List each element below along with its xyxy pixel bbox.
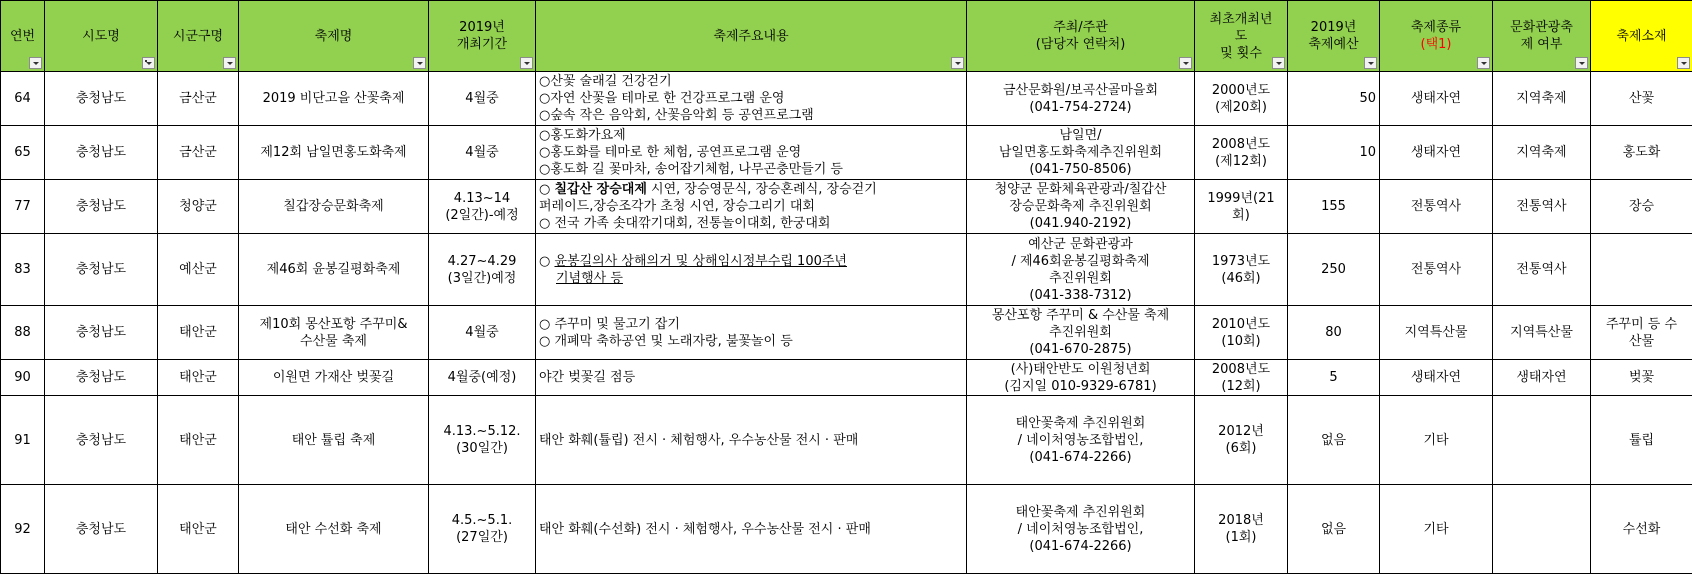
cell-content[interactable]: ○ 주꾸미 및 물고기 잡기 ○ 개폐막 축하공연 및 노래자랑, 불꽃놀이 등 xyxy=(536,306,967,360)
cell-type[interactable]: 지역특산물 xyxy=(1380,306,1493,360)
cell-name[interactable]: 제46회 윤봉길평화축제 xyxy=(239,234,429,306)
cell-sigungu[interactable]: 태안군 xyxy=(158,485,239,574)
cell-type[interactable]: 기타 xyxy=(1380,396,1493,485)
header-first-held[interactable]: 최초개최년 도 및 횟수 xyxy=(1195,1,1288,72)
cell-subject[interactable]: 벚꽃 xyxy=(1591,360,1692,396)
cell-budget[interactable]: 155 xyxy=(1288,180,1380,234)
cell-subject[interactable]: 홍도화 xyxy=(1591,126,1692,180)
cell-content[interactable]: ○산꽃 술래길 건강걷기 ○자연 산꽃을 테마로 한 건강프로그램 운영 ○숲속 작은 음악회, 산꽃음악회 등 공연프로그램 xyxy=(536,72,967,126)
header-host[interactable]: 주최/주관 (담당자 연락처) xyxy=(967,1,1195,72)
cell-first-held[interactable]: 1973년도 (46회) xyxy=(1195,234,1288,306)
cell-host[interactable]: (사)태안반도 이원청년회 (김지일 010-9329-6781) xyxy=(967,360,1195,396)
cell-subject[interactable]: 장승 xyxy=(1591,180,1692,234)
table-row[interactable] xyxy=(1,180,1692,234)
cell-sido[interactable]: 충청남도 xyxy=(45,306,158,360)
cell-sido[interactable]: 충청남도 xyxy=(45,396,158,485)
cell-sigungu[interactable]: 태안군 xyxy=(158,396,239,485)
header-content[interactable]: 축제주요내용 xyxy=(536,1,967,72)
cell-no[interactable]: 91 xyxy=(1,396,45,485)
cell-host[interactable]: 청양군 문화체육관광과/칠갑산 장승문화축제 추진위원회 (041.940-2192) xyxy=(967,180,1195,234)
cell-sigungu[interactable]: 태안군 xyxy=(158,360,239,396)
cell-sido[interactable]: 충청남도 xyxy=(45,72,158,126)
cell-period[interactable]: 4월중 xyxy=(429,306,536,360)
cell-subject[interactable]: 튤립 xyxy=(1591,396,1692,485)
cell-period[interactable]: 4.13~14 (2일간)-예정 xyxy=(429,180,536,234)
cell-sigungu[interactable]: 청양군 xyxy=(158,180,239,234)
cell-subject[interactable]: 주꾸미 등 수 산물 xyxy=(1591,306,1692,360)
cell-sigungu[interactable]: 태안군 xyxy=(158,306,239,360)
cell-period[interactable]: 4월중 xyxy=(429,72,536,126)
cell-content[interactable]: ○홍도화가요제 ○홍도화를 테마로 한 체험, 공연프로그램 운영 ○홍도화 길 꽃마차, 송어잡기체험, 나무곤충만들기 등 xyxy=(536,126,967,180)
cell-first-held[interactable]: 2010년도 (10회) xyxy=(1195,306,1288,360)
filter-dropdown-icon[interactable] xyxy=(1364,57,1377,69)
cell-tourism[interactable]: 전통역사 xyxy=(1493,234,1591,306)
cell-tourism[interactable]: 지역축제 xyxy=(1493,126,1591,180)
header-tourism[interactable]: 문화관광축 제 여부 xyxy=(1493,1,1591,72)
cell-type[interactable]: 기타 xyxy=(1380,485,1493,574)
cell-first-held[interactable]: 1999년(21 회) xyxy=(1195,180,1288,234)
header-type[interactable]: 축제종류 (택1) xyxy=(1380,1,1493,72)
table-row[interactable] xyxy=(1,126,1692,180)
cell-host[interactable]: 금산문화원/보곡산골마을회 (041-754-2724) xyxy=(967,72,1195,126)
cell-content[interactable]: 태안 화훼(수선화) 전시 · 체험행사, 우수농산물 전시 · 판매 xyxy=(536,485,967,574)
cell-no[interactable]: 77 xyxy=(1,180,45,234)
filter-active-icon[interactable] xyxy=(142,57,155,69)
cell-no[interactable]: 92 xyxy=(1,485,45,574)
filter-dropdown-icon[interactable] xyxy=(1477,57,1490,69)
filter-dropdown-icon[interactable] xyxy=(1575,57,1588,69)
cell-sido[interactable]: 충청남도 xyxy=(45,180,158,234)
cell-name[interactable]: 칠갑장승문화축제 xyxy=(239,180,429,234)
cell-host[interactable]: 태안꽃축제 추진위원회 / 네이처영농조합법인, (041-674-2266) xyxy=(967,485,1195,574)
cell-tourism[interactable] xyxy=(1493,396,1591,485)
cell-type[interactable]: 생태자연 xyxy=(1380,126,1493,180)
filter-dropdown-icon[interactable] xyxy=(520,57,533,69)
table-row[interactable] xyxy=(1,306,1692,360)
cell-host[interactable]: 몽산포항 주꾸미 & 수산물 축제 추진위원회 (041-670-2875) xyxy=(967,306,1195,360)
cell-sido[interactable]: 충청남도 xyxy=(45,485,158,574)
cell-no[interactable]: 64 xyxy=(1,72,45,126)
cell-sido[interactable]: 충청남도 xyxy=(45,126,158,180)
cell-first-held[interactable]: 2000년도 (제20회) xyxy=(1195,72,1288,126)
filter-dropdown-icon[interactable] xyxy=(951,57,964,69)
header-no[interactable]: 연번 xyxy=(1,1,45,72)
header-subject[interactable]: 축제소재 xyxy=(1591,1,1692,72)
cell-content[interactable]: 태안 화훼(튤립) 전시 · 체험행사, 우수농산물 전시 · 판매 xyxy=(536,396,967,485)
cell-no[interactable]: 65 xyxy=(1,126,45,180)
cell-period[interactable]: 4.13.~5.12. (30일간) xyxy=(429,396,536,485)
cell-first-held[interactable]: 2018년 (1회) xyxy=(1195,485,1288,574)
table-row[interactable] xyxy=(1,72,1692,126)
cell-content[interactable]: 야간 벚꽃길 점등 xyxy=(536,360,967,396)
cell-name[interactable]: 2019 비단고을 산꽃축제 xyxy=(239,72,429,126)
cell-budget[interactable]: 5 xyxy=(1288,360,1380,396)
cell-host[interactable]: 남일면/ 남일면홍도화축제추진위원회 (041-750-8506) xyxy=(967,126,1195,180)
cell-budget[interactable]: 없음 xyxy=(1288,396,1380,485)
cell-period[interactable]: 4.5.~5.1. (27일간) xyxy=(429,485,536,574)
cell-sido[interactable]: 충청남도 xyxy=(45,234,158,306)
cell-name[interactable]: 이원면 가재산 벚꽃길 xyxy=(239,360,429,396)
table-row[interactable] xyxy=(1,485,1692,574)
cell-first-held[interactable]: 2008년도 (제12회) xyxy=(1195,126,1288,180)
cell-type[interactable]: 생태자연 xyxy=(1380,360,1493,396)
filter-dropdown-icon[interactable] xyxy=(29,57,42,69)
cell-tourism[interactable]: 지역특산물 xyxy=(1493,306,1591,360)
header-name[interactable]: 축제명 xyxy=(239,1,429,72)
cell-budget[interactable]: 80 xyxy=(1288,306,1380,360)
cell-name[interactable]: 태안 튤립 축제 xyxy=(239,396,429,485)
cell-subject[interactable]: 산꽃 xyxy=(1591,72,1692,126)
cell-name[interactable]: 제10회 몽산포항 주꾸미& 수산물 축제 xyxy=(239,306,429,360)
cell-host[interactable]: 태안꽃축제 추진위원회 / 네이처영농조합법인, (041-674-2266) xyxy=(967,396,1195,485)
cell-type[interactable]: 전통역사 xyxy=(1380,234,1493,306)
cell-no[interactable]: 88 xyxy=(1,306,45,360)
cell-first-held[interactable]: 2012년 (6회) xyxy=(1195,396,1288,485)
header-budget[interactable]: 2019년 축제예산 xyxy=(1288,1,1380,72)
cell-budget[interactable]: 50 xyxy=(1288,72,1380,126)
cell-budget[interactable]: 250 xyxy=(1288,234,1380,306)
cell-tourism[interactable]: 전통역사 xyxy=(1493,180,1591,234)
cell-name[interactable]: 태안 수선화 축제 xyxy=(239,485,429,574)
cell-period[interactable]: 4.27~4.29 (3일간)예정 xyxy=(429,234,536,306)
cell-type[interactable]: 전통역사 xyxy=(1380,180,1493,234)
cell-sido[interactable]: 충청남도 xyxy=(45,360,158,396)
table-row[interactable] xyxy=(1,234,1692,306)
filter-dropdown-icon[interactable] xyxy=(1179,57,1192,69)
cell-budget[interactable]: 없음 xyxy=(1288,485,1380,574)
cell-host[interactable]: 예산군 문화관광과 / 제46회윤봉길평화축제 추진위원회 (041-338-7312) xyxy=(967,234,1195,306)
filter-dropdown-icon[interactable] xyxy=(1677,57,1690,69)
filter-dropdown-icon[interactable] xyxy=(413,57,426,69)
cell-period[interactable]: 4월중(예정) xyxy=(429,360,536,396)
cell-budget[interactable]: 10 xyxy=(1288,126,1380,180)
cell-sigungu[interactable]: 예산군 xyxy=(158,234,239,306)
header-row xyxy=(1,1,1692,72)
cell-sigungu[interactable]: 금산군 xyxy=(158,72,239,126)
cell-no[interactable]: 90 xyxy=(1,360,45,396)
cell-tourism[interactable]: 지역축제 xyxy=(1493,72,1591,126)
cell-content[interactable]: ○ 윤봉길의사 상해의거 및 상해임시정부수립 100주년 기념행사 등 xyxy=(536,234,967,306)
cell-sigungu[interactable]: 금산군 xyxy=(158,126,239,180)
filter-dropdown-icon[interactable] xyxy=(223,57,236,69)
header-sigungu[interactable]: 시군구명 xyxy=(158,1,239,72)
cell-period[interactable]: 4월중 xyxy=(429,126,536,180)
cell-content[interactable]: ○ 칠갑산 장승대제 시연, 장승영문식, 장승혼례식, 장승걷기 퍼레이드,장승조각가 초청 시연, 장승그리기 대회 ○ 전국 가족 솟대깎기대회, 전통놀이대회, 한궁대회 xyxy=(536,180,967,234)
cell-subject[interactable]: 수선화 xyxy=(1591,485,1692,574)
header-sido[interactable]: 시도명 xyxy=(45,1,158,72)
cell-subject[interactable] xyxy=(1591,234,1692,306)
cell-no[interactable]: 83 xyxy=(1,234,45,306)
table-row[interactable] xyxy=(1,396,1692,485)
cell-name[interactable]: 제12회 남일면홍도화축제 xyxy=(239,126,429,180)
filter-dropdown-icon[interactable] xyxy=(1272,57,1285,69)
cell-first-held[interactable]: 2008년도 (12회) xyxy=(1195,360,1288,396)
table-row[interactable] xyxy=(1,360,1692,396)
cell-tourism[interactable]: 생태자연 xyxy=(1493,360,1591,396)
cell-tourism[interactable] xyxy=(1493,485,1591,574)
header-period[interactable]: 2019년 개최기간 xyxy=(429,1,536,72)
cell-type[interactable]: 생태자연 xyxy=(1380,72,1493,126)
